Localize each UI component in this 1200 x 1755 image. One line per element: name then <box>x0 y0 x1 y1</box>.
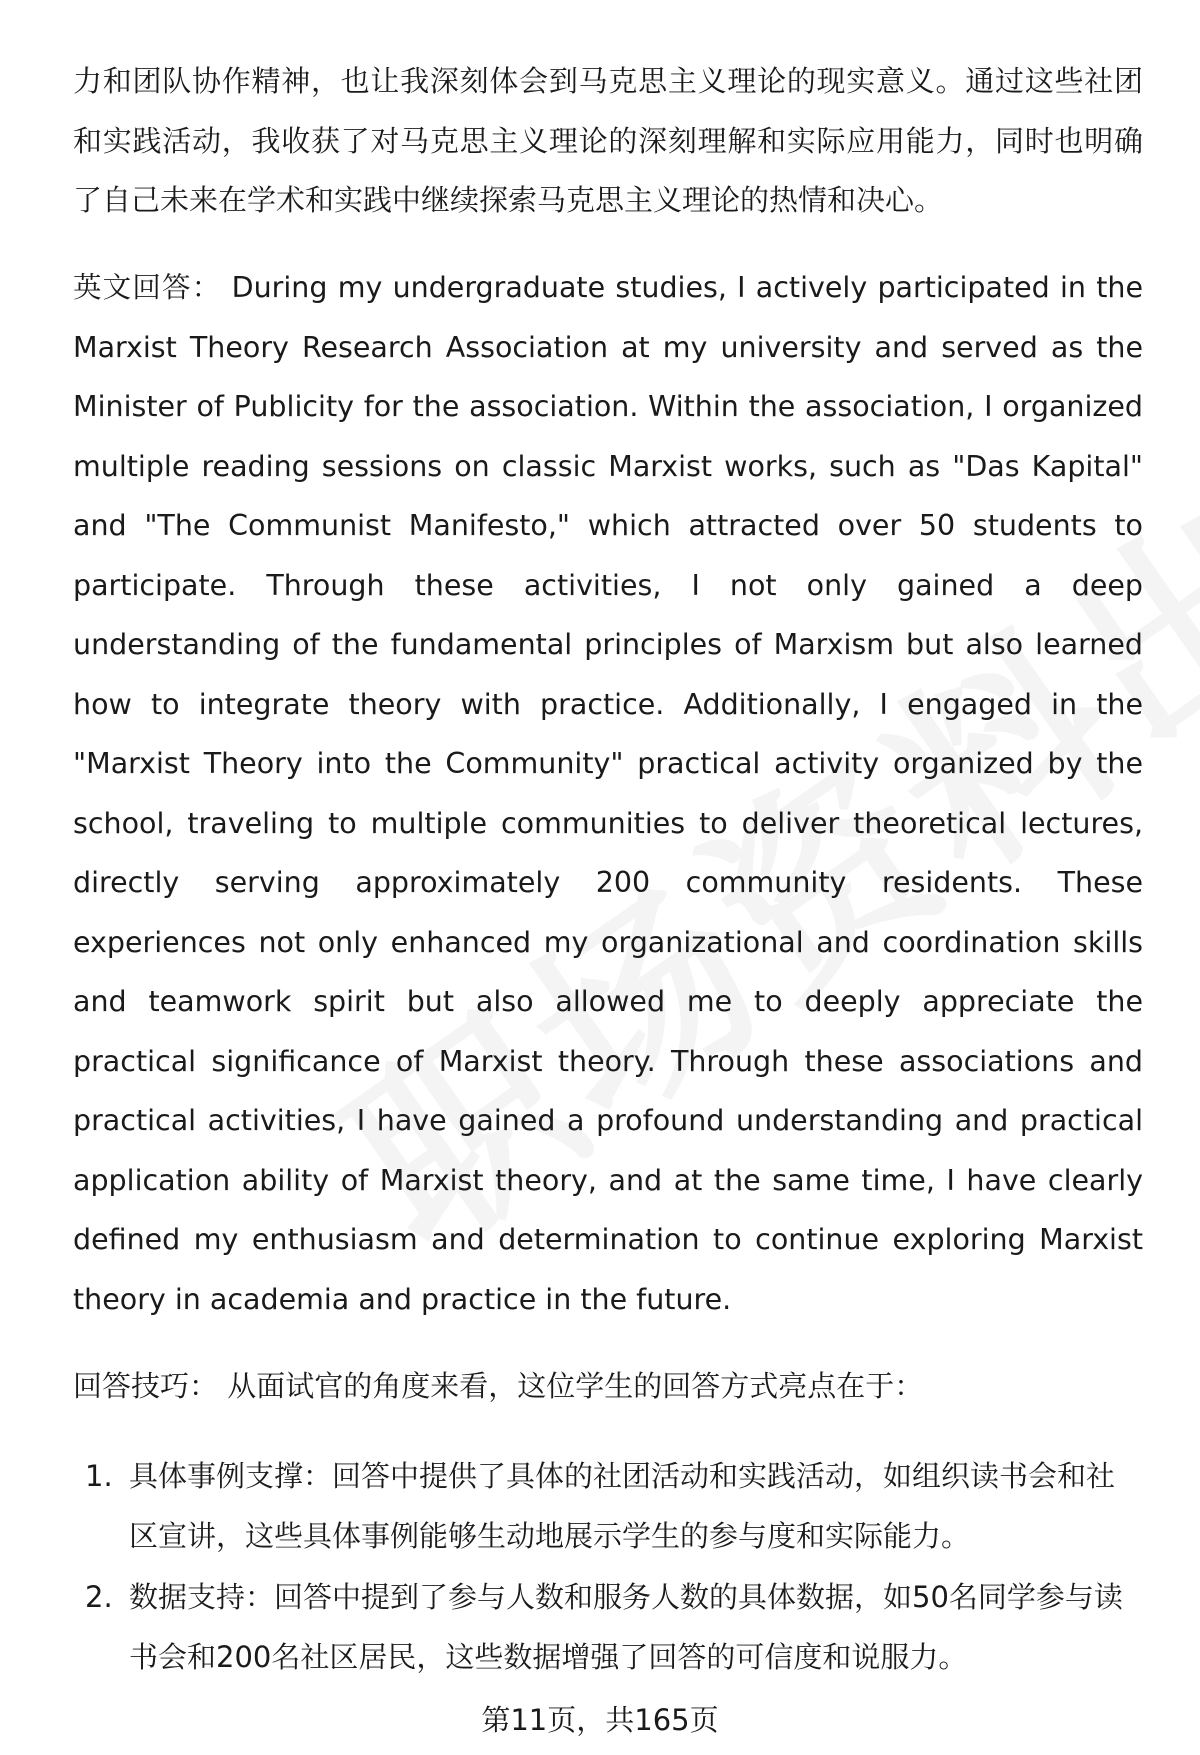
tips-list <box>73 1447 1143 1689</box>
list-item-number: 1. <box>85 1459 113 1493</box>
answer-tips-intro: 从面试官的角度来看，这位学生的回答方式亮点在于： <box>227 1369 924 1403</box>
list-item-number: 2. <box>85 1580 113 1614</box>
english-answer-paragraph <box>73 258 1143 1329</box>
list-item <box>73 1447 1143 1566</box>
english-answer-label: 英文回答： <box>73 271 222 304</box>
english-answer-text: During my undergraduate studies, I actively participated in the Marxist Theory Research Association at my university and served as the Minister of Publicity for the association. Within the association, I organized multiple reading sessions on classic Marxist works, such as "Das Kapital" and "The Communist Manifesto," which attracted over 50 students to participate. Through these activities, I not only gained a deep understanding of the fundamental principles of Marxism but also learned how to integrate theory with practice. Additionally, I engaged in the "Marxist Theory into the Community" practical activity organized by the school, traveling to multiple communities to deliver theoretical lectures, directly serving approximately 200 community residents. These experiences not only enhanced my organizational and coordination skills and teamwork spirit but also allowed me to deeply appreciate the practical significance of Marxist theory. Through these associations and practical activities, I have gained a profound understanding and practical application ability of Marxist theory, and at the same time, I have clearly defined my enthusiasm and determination to continue exploring Marxist theory in academia and practice in the future. <box>73 271 1143 1316</box>
list-item-text: 数据支持：回答中提到了参与人数和服务人数的具体数据，如50名同学参与读书会和200名社区居民，这些数据增强了回答的可信度和说服力。 <box>129 1580 1123 1674</box>
continuation-paragraph: 力和团队协作精神，也让我深刻体会到马克思主义理论的现实意义。通过这些社团和实践活动，我收获了对马克思主义理论的深刻理解和实际应用能力，同时也明确了自己未来在学术和实践中继续探索马克思主义理论的热情和决心。 <box>73 64 1143 217</box>
list-item-text: 具体事例支撑：回答中提供了具体的社团活动和实践活动，如组织读书会和社区宣讲，这些具体事例能够生动地展示学生的参与度和实际能力。 <box>129 1459 1116 1553</box>
answer-tips-heading <box>73 1357 1143 1417</box>
answer-tips-label: 回答技巧： <box>73 1369 219 1403</box>
page-footer: 第11页，共165页 <box>481 1703 719 1737</box>
list-item <box>73 1568 1143 1687</box>
